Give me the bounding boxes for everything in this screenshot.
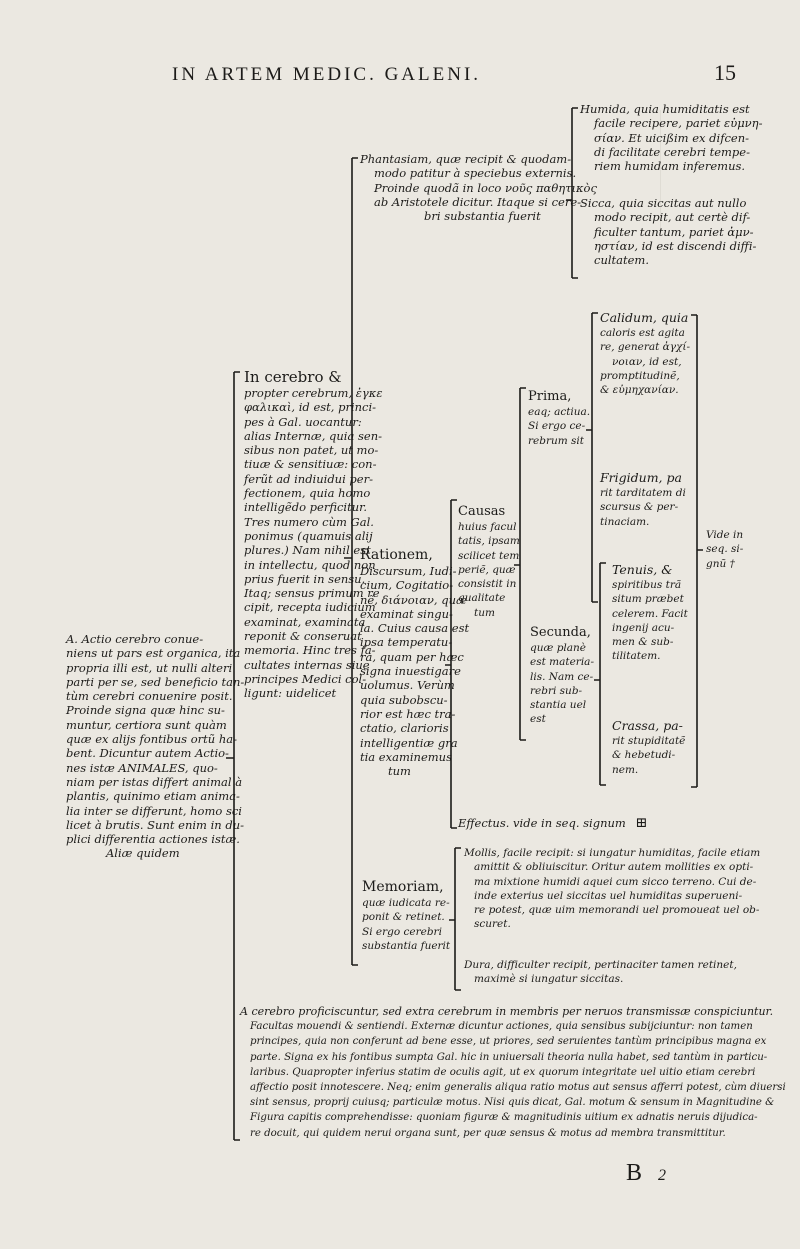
causas-heading: Causas — [458, 504, 506, 519]
text-line: Figura capitis comprehendisse: quoniam figuræ & magnitudinis uitium ex adnatis neruis dijudica- — [250, 1112, 758, 1124]
text-line: gnũ † — [706, 557, 735, 570]
humida-block — [580, 102, 763, 174]
text-line: in intellectu, quod non — [244, 557, 376, 572]
page-number: 15 — [714, 60, 736, 85]
sidenote-line: niens ut pars est organica, ita — [66, 646, 241, 661]
sidenote-line: lia inter se differunt, homo sci — [66, 803, 242, 818]
dura-heading: Dura, difficulter recipit, pertinaciter tamen retinet, — [464, 959, 737, 971]
text-line: celerem. Facit — [612, 607, 688, 620]
text-line: propter cerebrum, ἐγκε — [244, 386, 383, 400]
sidenote-line: parti per se, sed beneficio tan- — [66, 674, 245, 689]
signature-letter: B — [626, 1160, 643, 1186]
text-line: rit tarditatem di — [600, 487, 686, 499]
text-line: ligunt: uidelicet — [244, 686, 337, 701]
text-line: re docuit, qui quidem nerui organa sunt, per quæ sensus & motus ad membra transmittitur. — [250, 1127, 726, 1139]
in-cerebro-block — [244, 368, 383, 701]
text-line: Discursum, Iudi- — [360, 564, 457, 578]
text-line: Tres numero cùm Gal. — [244, 514, 374, 529]
text-line: ponimus (quamuis alij — [244, 528, 373, 543]
phantasiam-block — [360, 152, 597, 224]
text-line: spiritibus trã — [612, 579, 682, 591]
a-cerebro-paragraph — [240, 1004, 786, 1141]
running-header: IN ARTEM MEDIC. GALENI. — [172, 64, 482, 85]
text-line: ficulter tantum, pariet ἀμν- — [594, 224, 754, 239]
text-line: nem. — [612, 763, 639, 776]
signature-number: 2 — [658, 1167, 667, 1184]
text-line: examinat, examinata — [244, 614, 366, 629]
mollis-block — [464, 846, 764, 932]
text-line: modo patitur à speciebus externis. — [374, 166, 577, 181]
calidum-heading: Calidum, quia — [600, 310, 689, 325]
sidenote-line: bent. Dicuntur autem Actio- — [66, 746, 229, 761]
text-line: & hebetudi- — [612, 749, 676, 762]
text-line: substantia fuerit — [362, 939, 451, 952]
text-line: tum — [474, 606, 495, 619]
frigidum-heading: Frigidum, pa — [600, 470, 682, 485]
a-cerebro-heading: A cerebro proficiscuntur, sed extra cerebrum in membris per neruos transmissæ conspiciuntur. — [240, 1005, 774, 1018]
text-line: est materia- — [530, 656, 594, 669]
sidenote-line: plantis, quinimo etiam anima- — [66, 789, 240, 804]
text-line: & εὐμηχανίαν. — [600, 384, 679, 397]
text-line: plures.) Nam nihil est — [244, 543, 371, 558]
text-line: ipsa temperatu- — [360, 635, 453, 650]
text-line: reponit & conseruat — [244, 629, 362, 644]
text-line: ma mixtione humidi aquei cum sicco terreno. Cui de- — [474, 875, 757, 888]
text-line: scursus & per- — [600, 501, 679, 514]
text-line: prius fuerit in sensu. — [244, 571, 366, 586]
sicca-block — [580, 196, 757, 268]
text-line: principes, quia non conferunt ad bene esse, ut priores, sed seruientes tantùm principibus magna ex — [250, 1036, 767, 1048]
text-line: tiuæ & sensitiuæ: con- — [244, 457, 377, 472]
prima-heading: Prima, — [528, 389, 572, 404]
text-line: ingenij acu- — [612, 621, 675, 634]
text-line: periẽ, quæ — [458, 563, 516, 576]
text-line: affectio posit innotescere. Neq; enim generalis aliqua ratio motus aut sensus afferri potest, cùm diuersi — [250, 1082, 786, 1094]
crassa-heading: Crassa, pa- — [612, 718, 683, 733]
secunda-heading: Secunda, — [530, 625, 591, 640]
text-line: σίαν. Et uicißim ex difcen- — [594, 130, 750, 145]
text-line: intelligẽdo perficitur. — [244, 500, 368, 515]
text-line: facile recipere, pariet εὐμνη- — [594, 116, 763, 131]
text-line: re potest, quæ uim memorandi uel promoueat uel ob- — [474, 904, 760, 917]
memoriam-block — [362, 878, 454, 953]
text-line: Facultas mouendi & sentiendi. Externæ dicuntur actiones, quia sensibus subijciuntur: non tamen — [250, 1021, 753, 1033]
text-line: la. Cuius causa est — [360, 621, 470, 636]
rationem-block — [360, 546, 470, 779]
text-line: eaq; actiua. — [528, 406, 591, 418]
text-line: memoria. Hinc tres fa- — [244, 643, 376, 658]
sidenote-line: niam per istas differt animal à — [66, 774, 243, 789]
tenuis-block — [612, 562, 696, 664]
prima-block — [528, 388, 592, 448]
text-line: alias Internæ, quia sen- — [244, 428, 382, 443]
text-line: cultates internas siue — [244, 657, 370, 672]
sidenote-line: propria illi est, ut nulli alteri — [66, 660, 233, 675]
sidenote-line: licet à brutis. Sunt enim in du- — [66, 817, 244, 832]
memoriam-heading: Memoriam, — [362, 879, 444, 895]
text-line: caloris est agita — [600, 327, 685, 339]
text-line: Itaq; sensus primum re — [244, 586, 380, 601]
text-line: maximè si iungatur siccitas. — [474, 973, 624, 986]
frigidum-block — [600, 470, 692, 529]
text-line: bri substantia fuerit — [424, 209, 541, 224]
text-line: huius facul — [458, 521, 517, 533]
text-line: tum — [388, 764, 411, 779]
text-line: sibus non patet, ut mo- — [244, 443, 379, 458]
vide-signum-note — [706, 528, 766, 571]
text-line: tia examinemus — [360, 749, 452, 764]
text-line: rit stupiditatẽ — [612, 735, 686, 747]
sidenote-a — [66, 632, 245, 861]
text-line: amittit & obliuiscitur. Oritur autem mollities ex opti- — [474, 861, 754, 874]
text-line: ηστίαν, id est discendi diffi- — [594, 238, 757, 253]
text-line: uolumus. Verùm — [360, 678, 455, 693]
text-line: scilicet tem — [458, 549, 520, 562]
text-line: rebrum sit — [528, 434, 584, 447]
text-line: ra, quam per hæc — [360, 649, 464, 664]
dura-block — [464, 958, 764, 987]
cross-box-icon: ⊞ — [635, 815, 648, 831]
text-line: tatis, ipsam — [458, 535, 520, 548]
text-line: scuret. — [474, 918, 511, 931]
sidenote-line: muntur, certiora sunt quàm — [66, 717, 227, 732]
text-line: quæ iudicata re- — [362, 897, 450, 909]
calidum-block — [600, 310, 692, 397]
rationem-heading: Rationem, — [360, 547, 433, 563]
text-line: ab Aristotele dicitur. Itaque si cere- — [374, 194, 582, 209]
text-line: quæ planè — [530, 642, 587, 654]
in-cerebro-heading: In cerebro & — [244, 368, 342, 386]
text-line: examinat singu- — [360, 606, 453, 621]
text-line: consistit in — [458, 578, 517, 591]
text-line: inde exterius uel siccitas uel humiditas superueni- — [474, 889, 743, 902]
sicca-heading: Sicca, quia siccitas aut nullo — [580, 196, 747, 210]
text-line: Si ergo ce- — [528, 420, 586, 433]
phantasiam-heading: Phantasiam, quæ recipit & quodam- — [360, 152, 572, 166]
text-line: sint sensus, proprij cuiusq; particulæ motus. Nisi quis dicat, Gal. motum & sensum in Magnitudine & — [250, 1097, 775, 1109]
text-line: Proinde quodã in loco νοῦς παθητικὸς — [374, 180, 597, 195]
text-line: cium, Cogitatio- — [360, 578, 454, 593]
text-line: qualitate — [458, 592, 506, 605]
tenuis-heading: Tenuis, & — [612, 562, 673, 577]
text-line: Vide in — [706, 529, 744, 541]
signature-mark — [626, 1160, 666, 1187]
text-line: seq. si- — [706, 543, 744, 556]
text-line: parte. Signa ex his fontibus sumpta Gal. hic in uniuersali theoria nulla habet, sed tantùm in particu- — [250, 1051, 768, 1063]
effectus-line — [458, 816, 647, 830]
text-line: νοιαν, id est, — [612, 355, 682, 368]
text-line: tinaciam. — [600, 515, 650, 528]
text-line: principes Medici col- — [244, 671, 367, 686]
sidenote-line: Aliæ quidem — [106, 846, 180, 861]
text-line: cultatem. — [594, 253, 649, 268]
text-line: promptitudinẽ, — [600, 369, 680, 382]
sidenote-line: quæ ex alijs fontibus ortũ ha- — [66, 732, 237, 747]
text-line: est — [530, 713, 546, 726]
sidenote-line: nes istæ ANIMALES, quo- — [66, 760, 218, 775]
text-line: cipit, recepta iudicium — [244, 600, 376, 615]
text-line: φαλικαὶ, id est, princi- — [244, 400, 377, 415]
text-line: rebri sub- — [530, 684, 583, 697]
secunda-block — [530, 624, 594, 727]
text-line: ferũt ad indiuidui per- — [244, 471, 373, 486]
sidenote-line: plici differentia actiones istæ. — [66, 832, 240, 847]
sidenote-line: A. Actio cerebro conue- — [66, 632, 204, 646]
text-line: Si ergo cerebri — [362, 925, 442, 938]
causas-block — [458, 503, 520, 620]
text-line: signa inuestigare — [360, 664, 461, 679]
text-line: di facilitate cerebri tempe- — [594, 144, 750, 159]
text-line: modo recipit, aut certè dif- — [594, 210, 751, 225]
text-line: laribus. Quapropter inferius statim de oculis agit, ut ex quorum integritate uel uitio etiam cerebri — [250, 1066, 756, 1078]
text-line: stantia uel — [530, 699, 587, 712]
text-line: ctatio, clarioris — [360, 721, 449, 736]
text-line: rior est hæc tra- — [360, 706, 456, 721]
text-line: nẽ, διάνοιαν, quæ — [360, 592, 467, 607]
text-line: riem humidam inferemus. — [594, 159, 746, 174]
text-line: pes à Gal. uocantur: — [244, 414, 362, 429]
sidenote-line: Proinde signa quæ hinc su- — [66, 703, 225, 718]
humida-heading: Humida, quia humiditatis est — [580, 102, 750, 116]
sidenote-line: tùm cerebri conuenire posit. — [66, 689, 233, 704]
text-line: situm præbet — [612, 593, 684, 606]
text-line: quia subobscu- — [360, 692, 448, 707]
text-line: re, generat ἀγχί- — [600, 341, 691, 354]
text-line: tilitatem. — [612, 650, 661, 663]
text-line: lis. Nam ce- — [530, 670, 594, 683]
text-line: fectionem, quia homo — [244, 486, 371, 501]
mollis-heading: Mollis, facile recipit: si iungatur humiditas, facile etiam — [464, 847, 761, 859]
effectus-text: Effectus. vide in seq. signum — [458, 816, 626, 830]
text-line: ponit & retinet. — [362, 911, 445, 924]
crassa-block — [612, 718, 696, 777]
text-line: intelligentiæ gra — [360, 735, 458, 750]
text-line: men & sub- — [612, 636, 674, 649]
